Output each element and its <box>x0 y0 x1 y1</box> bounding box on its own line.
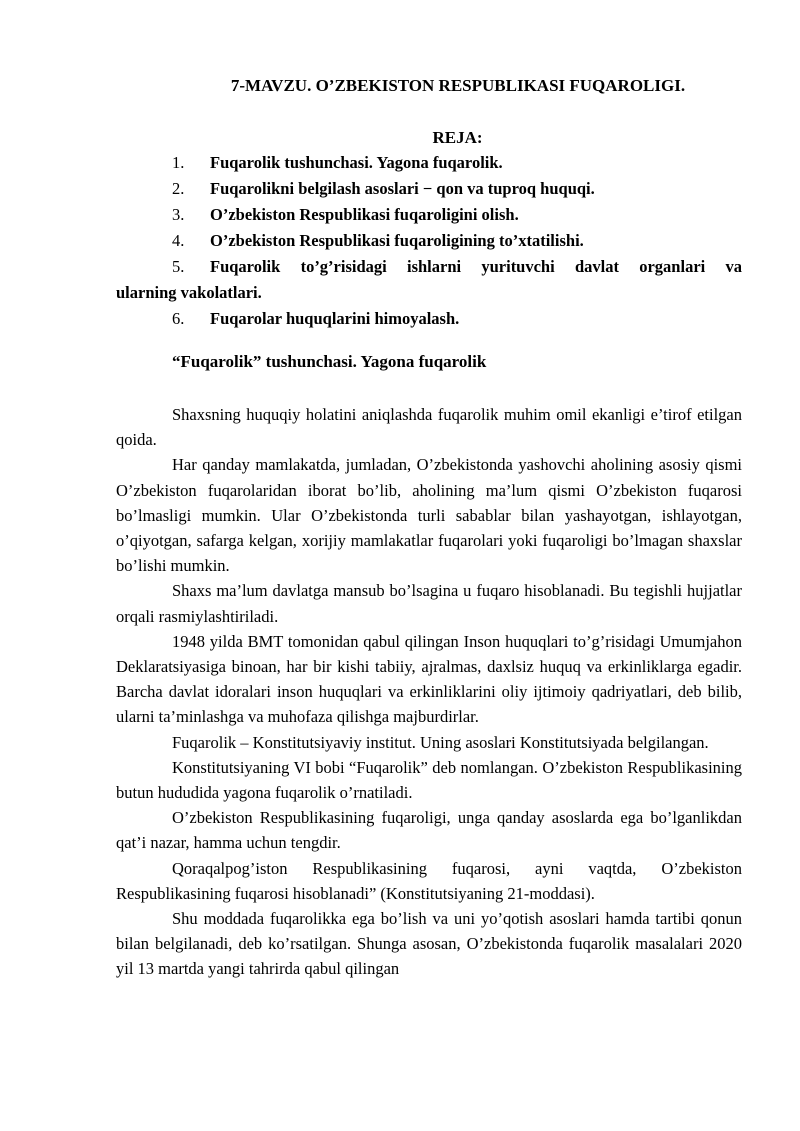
plan-item-number: 6. <box>172 309 185 328</box>
plan-item-text: O’zbekiston Respublikasi fuqaroligini olish. <box>210 205 519 224</box>
plan-item-text: Fuqarolikni belgilash asoslari − qon va tuproq huquqi. <box>210 179 595 198</box>
section-title: “Fuqarolik” tushunchasi. Yagona fuqarolik <box>172 352 487 371</box>
paragraph: O’zbekiston Respublikasining fuqaroligi, unga qanday asoslarda ega bo’lganlikdan qat’i nazar, hamma uchun tengdir. <box>116 808 742 853</box>
paragraph: Har qanday mamlakatda, jumladan, O’zbekistonda yashovchi aholining asosiy qismi O’zbekiston fuqarolaridan iborat bo’lib, aholining ma’lum qismi O’zbekiston fuqarosi bo’lmasligi mumkin. Ular O’zbekistonda turli sabablar bilan yashayotgan, ishlayotgan, o’qiyotgan, safarga kelgan, xorijiy mamlakatlar fuqarolari yoki fuqaroligi bo’lmagan shaxslar bo’lishi mumkin. <box>116 455 742 576</box>
plan-item-text: Fuqarolik tushunchasi. Yagona fuqarolik. <box>210 153 503 172</box>
plan-item-text: Fuqarolik to’g’risidagi ishlarni yurituvchi davlat organlari va <box>210 257 742 276</box>
plan-item-text: Fuqarolar huquqlarini himoyalash. <box>210 309 460 328</box>
paragraph: 1948 yilda BMT tomonidan qabul qilingan Inson huquqlari to’g’risidagi Umumjahon Deklaratsiyasiga binoan, har bir kishi tabiiy, ajralmas, daxlsiz huquq va erkinliklarga egadir. Barcha davlat idoralari inson huquqlari va erkinliklarini oliy ijtimoiy qadriyatlari, deb bilib, ularni ta’minlashga va muhofaza qilishga majburdirlar. <box>116 631 742 727</box>
paragraph: Shaxsning huquqiy holatini aniqlashda fuqarolik muhim omil ekanligi e’tirof etilgan qoida. <box>116 405 742 450</box>
plan-item <box>116 254 742 306</box>
paragraph: Konstitutsiyaning VI bobi “Fuqarolik” deb nomlangan. O’zbekiston Respublikasining butun hududida yagona fuqarolik o’rnatiladi. <box>116 757 742 803</box>
plan-item <box>116 202 742 228</box>
plan-item-number: 1. <box>172 153 185 172</box>
paragraph: Fuqarolik – Konstitutsiyaviy institut. Uning asoslari Konstitutsiyada belgilangan. <box>172 732 709 752</box>
paragraph: Qoraqalpog’iston Respublikasining fuqarosi, ayni vaqtda, O’zbekiston Respublikasining fuqarosi hisoblanadi” (Konstitutsiyaning 21-moddasi). <box>116 858 742 903</box>
plan-item-text-continued: ularning vakolatlari. <box>116 283 262 302</box>
plan-item-number: 2. <box>172 179 185 198</box>
plan-item <box>116 150 742 176</box>
paragraph: Shu moddada fuqarolikka ega bo’lish va uni yo’qotish asoslari hamda tartibi qonun bilan belgilanadi, deb ko’rsatilgan. Shunga asosan, O’zbekistonda fuqarolik masalalari 2020 yil 13 martda yangi tahrirda qabul qilingan <box>116 909 742 979</box>
document-title: 7-MAVZU. O’ZBEKISTON RESPUBLIKASI FUQAROLIGI. <box>230 76 686 95</box>
plan-item-number: 5. <box>172 257 185 276</box>
plan-item-number: 3. <box>172 205 185 224</box>
plan-item <box>116 228 742 254</box>
plan-item-text: O’zbekiston Respublikasi fuqaroligining to’xtatilishi. <box>210 231 584 250</box>
plan-item <box>116 306 742 332</box>
plan-list <box>116 150 742 332</box>
plan-item <box>116 176 742 202</box>
plan-heading: REJA: <box>432 128 483 147</box>
paragraph: Shaxs ma’lum davlatga mansub bo’lsagina u fuqaro hisoblanadi. Bu tegishli hujjatlar orqali rasmiylashtiriladi. <box>116 581 742 626</box>
body-text <box>116 402 742 982</box>
plan-item-number: 4. <box>172 231 185 250</box>
